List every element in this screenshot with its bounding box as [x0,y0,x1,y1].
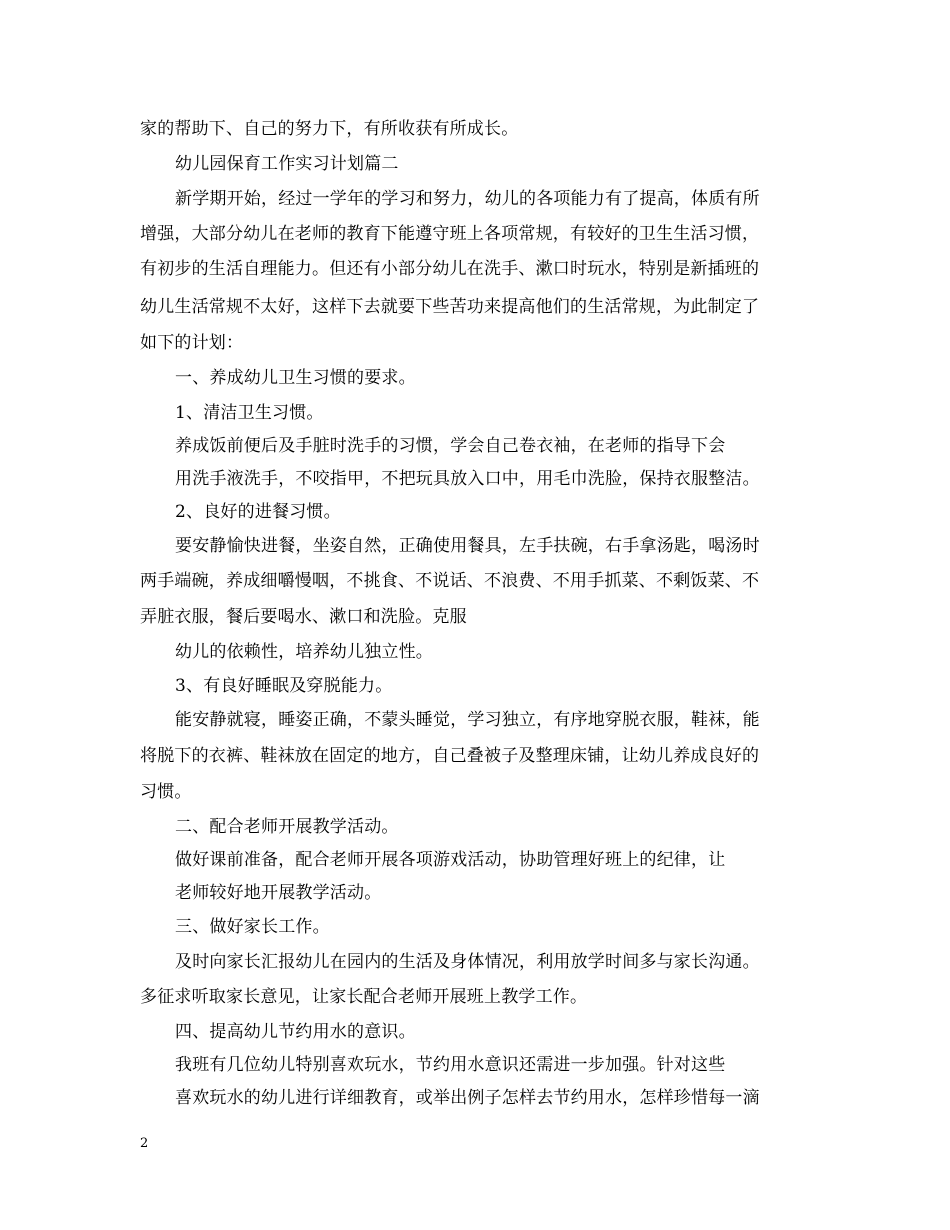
section-heading: 三、做好家长工作。 [175,917,330,937]
text-line: 做好课前准备，配合老师开展各项游戏活动，协助管理好班上的纪律，让 [175,850,726,870]
text-line: 弄脏衣服，餐后要喝水、漱口和洗脸。克服 [140,607,467,627]
text-line: 将脱下的衣裤、鞋袜放在固定的地方，自己叠被子及整理床铺，让幼儿养成良好的 [140,746,760,766]
subsection-heading: 2、良好的进餐习惯。 [175,502,341,522]
text-line: 要安静愉快进餐，坐姿自然，正确使用餐具，左手扶碗，右手拿汤匙，喝汤时 [175,536,760,556]
text-line: 家的帮助下、自己的努力下，有所收获有所成长。 [140,119,519,139]
text-line: 多征求听取家长意见，让家长配合老师开展班上教学工作。 [140,987,588,1007]
section-heading: 二、配合老师开展教学活动。 [175,817,399,837]
text-line: 增强，大部分幼儿在老师的教育下能遵守班上各项常规，有较好的卫生生活习惯， [140,224,760,244]
text-line: 用洗手液洗手，不咬指甲，不把玩具放入口中，用毛巾洗脸，保持衣服整洁。 [175,469,760,489]
subsection-heading: 3、有良好睡眠及穿脱能力。 [175,676,393,696]
text-line: 如下的计划： [140,333,244,353]
subsection-heading: 1、清洁卫生习惯。 [175,403,324,423]
text-line: 老师较好地开展教学活动。 [175,883,382,903]
text-line: 喜欢玩水的幼儿进行详细教育，或举出例子怎样去节约用水，怎样珍惜每一滴 [175,1088,760,1108]
text-line: 及时向家长汇报幼儿在园内的生活及身体情况，利用放学时间多与家长沟通。 [175,952,760,972]
section-heading: 幼儿园保育工作实习计划篇二 [175,154,399,174]
text-line: 有初步的生活自理能力。但还有小部分幼儿在洗手、漱口时玩水，特别是新插班的 [140,259,760,279]
text-line: 我班有几位幼儿特别喜欢玩水，节约用水意识还需进一步加强。针对这些 [175,1055,726,1075]
section-heading: 一、养成幼儿卫生习惯的要求。 [175,368,416,388]
text-line: 两手端碗，养成细嚼慢咽，不挑食、不说话、不浪费、不用手抓菜、不剩饭菜、不 [140,571,760,591]
section-heading: 四、提高幼儿节约用水的意识。 [175,1022,416,1042]
text-line: 新学期开始，经过一学年的学习和努力，幼儿的各项能力有了提高，体质有所 [175,189,760,209]
page-number: 2 [140,1136,149,1151]
text-line: 习惯。 [140,782,192,802]
text-line: 幼儿的依赖性，培养幼儿独立性。 [175,642,433,662]
text-line: 养成饭前便后及手脏时洗手的习惯，学会自己卷衣袖，在老师的指导下会 [175,436,726,456]
text-line: 幼儿生活常规不太好，这样下去就要下些苦功来提高他们的生活常规，为此制定了 [140,297,760,317]
text-line: 能安静就寝，睡姿正确，不蒙头睡觉，学习独立，有序地穿脱衣服，鞋袜，能 [175,710,760,730]
